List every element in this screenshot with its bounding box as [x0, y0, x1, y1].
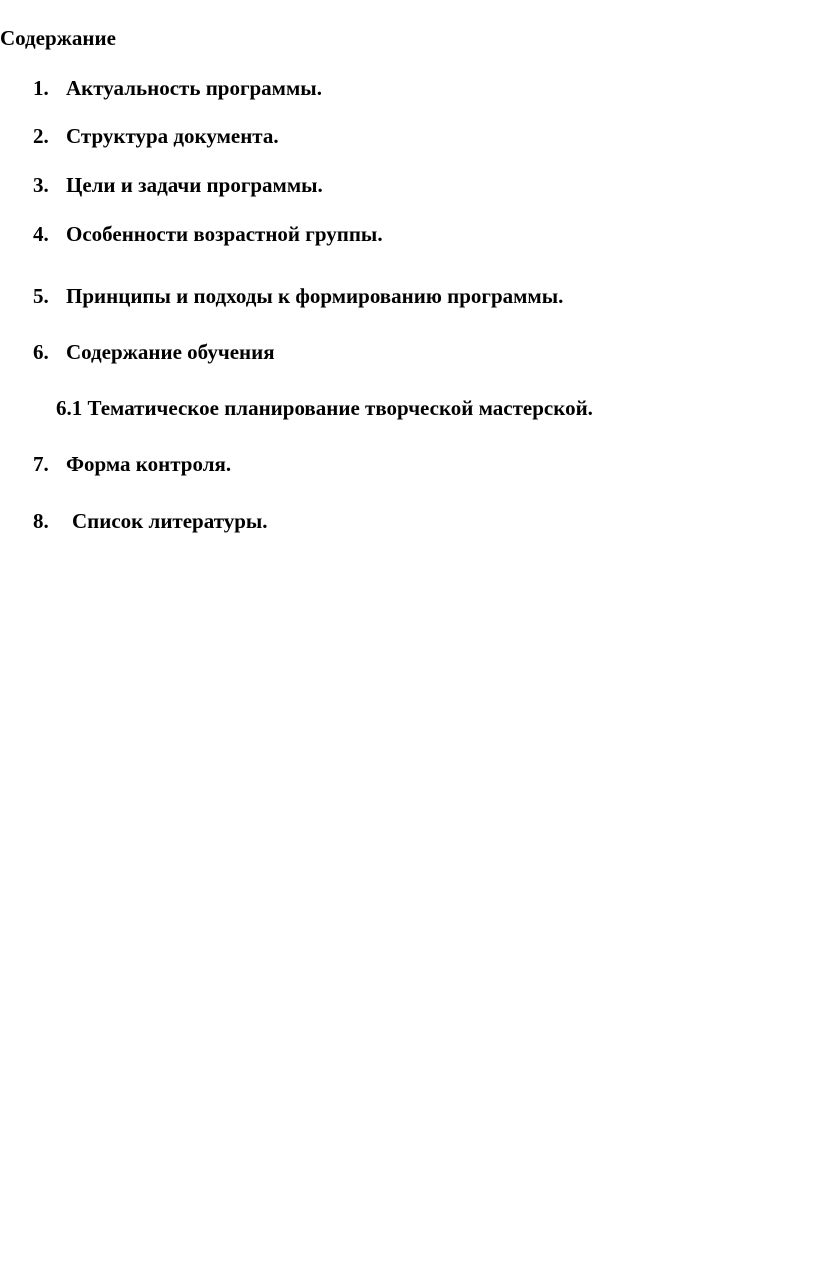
toc-item-number: 8.	[33, 509, 49, 533]
toc-item-number: 7.	[33, 452, 49, 476]
toc-item-7	[33, 451, 231, 477]
toc-heading: Содержание	[0, 26, 116, 50]
toc-item-number: 3.	[33, 173, 49, 197]
toc-item-number: 4.	[33, 222, 49, 246]
toc-item-text: Принципы и подходы к формированию программы.	[66, 284, 564, 308]
toc-item-8	[33, 508, 268, 534]
toc-item-text: Содержание обучения	[66, 340, 275, 364]
toc-item-5	[33, 283, 563, 309]
toc-item-text: Список литературы.	[72, 509, 268, 533]
toc-subitem-6-1	[56, 395, 593, 421]
toc-item-4	[33, 221, 383, 247]
toc-item-1	[33, 75, 322, 101]
toc-item-number: 6.	[33, 340, 49, 364]
toc-item-text: Форма контроля.	[66, 452, 232, 476]
toc-item-text: Особенности возрастной группы.	[66, 222, 383, 246]
toc-item-6	[33, 339, 275, 365]
toc-item-text: Актуальность программы.	[66, 76, 322, 100]
toc-item-number: 5.	[33, 284, 49, 308]
toc-item-text: Структура документа.	[66, 124, 279, 148]
toc-item-text: 6.1 Тематическое планирование творческой мастерской.	[56, 396, 593, 420]
toc-item-text: Цели и задачи программы.	[66, 173, 323, 197]
toc-item-number: 1.	[33, 76, 49, 100]
toc-item-number: 2.	[33, 124, 49, 148]
toc-item-2	[33, 123, 279, 149]
toc-item-3	[33, 172, 323, 198]
